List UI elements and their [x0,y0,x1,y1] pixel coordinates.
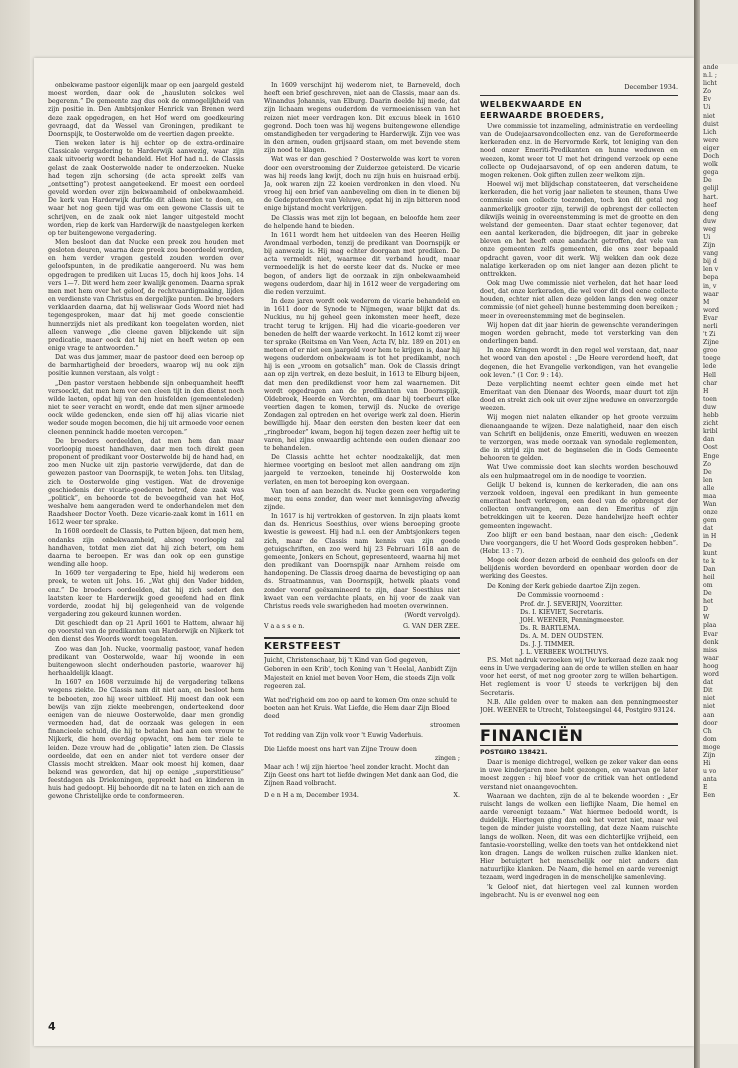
adjacent-line-fragment: Een [703,792,716,800]
paragraph: De Koning der Kerk gebiede daartoe Zijn zegen. [487,582,641,590]
paragraph: Waaraan we dachten, zijn de al te bekende woorden : „Er ruischt langs de wolken een lieflijke Naam, Die hemel en aarde vereenigt tezaam.” Wat hiermee bedoeld wordt, is duidelijk. Hiertegen ging dan ook het verzet niet, maar wel tegen de minder juiste voorstelling, dat deze Naam ruischte langs de wolken. Neen, dit was een dichterlijke vrijheid, een fantasie-voorstelling, welke den toets van het ontdekkend niet kon dragen. Langs de wolken ruischen zulke klanken niet. Hier betuigtert het menschelijk oor niet anders dan natuurlijke klanken. De Naam, die hemel en aarde vereenigt tezaam, werd ingedragen in de menschelijke samenleving. [480,792,678,882]
committee-member: Ds. J. J. TIMMER. [520,640,575,648]
paragraph: In 1617 is hij vertrokken of gestorven. In zijn plaats komt dan ds. Henricus Soesthius, over wiens beroeping groote kwestie is geweest. Hij had n.l. een der Ambtsjonkers tegen zich, maar de Classis nam kennis van zijn goede getuigschriften, en zoo werd hij 23 Februari 1618 aan de gemeente, Jonkers en Schout, gepresenteerd, waarna hij met den predikant van Doornspijk naar Arnhem reisde om handopening. De Classis droeg daarna de bevestiging op aan ds. Straatmannus, van Doornspijk, hetwelk plaats vond zonder vooraf geëxamineerd te zijn, daar Soesthius niet kwaet van een verdachte plaats, en hij voor de zaak van Christus reeds vele swarigheden had moeten overwinnen. [264,513,460,610]
adjacent-line-fragment: waar [703,654,719,662]
poem-line: Geboren in een Krib', toch Koning van 't Heelal, Aanbidt Zijn Majesteit en kniel met beven Voor Hem, die steeds Zijn volk regeeren zal. [264,666,458,690]
adjacent-line-fragment: anta [703,776,717,784]
adjacent-line-fragment: word [703,671,719,679]
adjacent-line-fragment: Evar [703,314,718,322]
adjacent-line-fragment: M [703,298,710,306]
paragraph: Daar is menige dichtregel, welken ge zeker vaker dan eens in uwe kinderjaren mee hebt gezongen, en waarvan ge later moest zeggen : hij bleef voor de critiek van het ontledend verstand niet onaangevochten. [480,759,678,791]
adjacent-line-fragment: duw [703,403,717,411]
paragraph: Tien weken later is hij echter op de extra-ordinaire Classicale vergadering te Harderwijk aanwezig, waar zijn zaak uitvoerig wordt behandeld. Het Hof had n.l. de Classis gelast de zaak Oosterwolde nader te onderzoeken. Nueke had tegen zijn schorsing (de acta spreekt zelfs van „ontsetting”) protest aangeteekend. Er moest een oordeel geveld worden over zijn bekwaamheid of onbekwaamheid. De kerk van Harderwijk durfde dit alleen niet te doen, en waar het nog geen tijd was om een gewone Classis uit te schrijven, en de zaak ook niet langer uitgesteld mocht worden, riep de kerk van Harderwijk de naastgelegen kerken op ter buitengewone vergadering. [48,140,244,237]
adjacent-line-fragment: Dit [703,687,713,695]
adjacent-line-fragment: De [703,177,712,185]
paragraph: In 1608 oordeelt de Classis, te Putten bijeen, dat men hem, ondanks zijn onbekwaamheid, alsnog voorloopig zal handhaven, totdat men ziet dat hij zich betert, om hem daarna te beroepen. Er was dan ook op een gunstige wending alle hoop. [48,528,244,569]
adjacent-line-fragment: toege [703,355,721,363]
signature-name: G. VAN DER ZEE. [403,623,460,631]
letter-body [480,123,678,591]
adjacent-page-text [700,64,738,801]
adjacent-line-fragment: waar [703,290,719,298]
adjacent-line-fragment: n.l. ; [703,72,717,80]
paragraph: Uwe commissie tot inzameling, administratie en verdeeling van de Oudejaarsavondcollecten enz. van de Gereformeerde kerkeraden enz. in de Hervormde Kerk, tot leniging van den nood onzer Emeriti-Predikanten en hunne weduwen en weezen, komt weer tot U met het dringend verzoek op eene collecte op Oudejaarsavond, of op een anderen datum, te mogen rekenen. Ook giften zullen zeer welkom zijn. [480,123,678,179]
letter-heading-line2: EERWAARDE BROEDERS, [480,110,605,120]
adjacent-line-fragment: dat [703,679,714,687]
adjacent-line-fragment: gega [703,169,719,177]
adjacent-line-fragment: duw [703,217,717,225]
paragraph: In onze Kringen wordt in den regel wel verstaan, dat, naar het woord van den apostel : „De Heere verordend heeft, dat degenen, die het Evangelie verkondigen, van het evangelie ook leven.” (1 Cor. 9 : 14). [480,347,678,379]
adjacent-line-fragment: alle [703,484,715,492]
adjacent-line-fragment: len [703,476,713,484]
adjacent-line-fragment: hebb [703,412,719,420]
adjacent-line-fragment: niet [703,695,716,703]
committee-intro: De Commissie voornoemd : [517,591,604,599]
committee-member: Ds. I. KIEVIET, Secretaris. [520,608,604,616]
adjacent-line-fragment: om [703,582,713,589]
adjacent-line-fragment: hart. [703,193,719,201]
paragraph: In 1611 wordt hem het uitdeelen van des Heeren Heilig Avondmaal verboden, tenzij de predikant van Doornspijk er bij aanwezig is. Hij mag echter doorgaan met prediken. De acta vermeldt niet, waarmee dit verband houdt, maar vermoedelijk is het de eerste keer dat ds. Nucke er mee begon, of anders ligt de oorzaak in zijn onbekwaamheid wegens ouderdom, daar hij in 1612 weer de vergadering om die reden verzuimt. [264,231,460,296]
committee-member: JOH. WEENER, Penningmeester. [520,616,625,624]
adjacent-line-fragment: kunt [703,549,718,557]
date-line: December 1934. [624,83,678,91]
poem-line [264,741,460,745]
adjacent-line-fragment: maa [703,492,717,500]
adjacent-line-fragment: nerli [703,323,718,330]
postscript: P.S. Met nadruk verzoeken wij Uw kerkeraad deze zaak nog eens in Uwe vergadering aan de orde te willen stellen en haar voor het eerst, of met nog grooter zorg te willen behartigen. Het reglement is voor U steeds te verkrijgen bij den Secretaris. [480,656,678,697]
adjacent-line-fragment: niet [703,703,716,711]
adjacent-line-fragment: door [703,719,718,727]
adjacent-line-fragment: gelijl [703,185,719,193]
adjacent-line-fragment: hoog [703,662,719,670]
adjacent-line-fragment: dat [703,525,714,533]
letter-heading-line1: WELBEKWAARDE EN [480,99,583,109]
adjacent-line-fragment: Hell [703,371,717,379]
adjacent-line-fragment: niet [703,112,716,120]
article-signature [264,623,460,631]
adjacent-line-fragment: char [703,379,718,387]
adjacent-line-fragment: onze [703,509,718,517]
adjacent-line-fragment: zicht [703,420,719,428]
adjacent-line-fragment: toen [703,395,717,403]
adjacent-line-fragment: gem [703,517,717,525]
adjacent-line-fragment: miss [703,646,718,654]
paragraph: Wat was er dan geschied ? Oosterwolde was kort te voren door een overstrooming der Zuiderzee geteisterd. De vicarie was hij reeds lang kwijt, doch nu zijn huis en huisraad erbij. Ja, ook waren zijn 22 koeien verdronken in den vloed. Nu vroeg hij een brief van aanbeveling om dien in te dienen bij de Gedeputeerden van Veluwe, opdat hij in zijn bitteren nood enige bijstand mocht verkrijgen. [264,156,460,213]
poem-line: stroomen [430,722,460,730]
adjacent-line-fragment: groo [703,347,718,355]
paragraph: De Classis was met zijn lot begaan, en beloofde hem zeer de helpende hand te bieden. [264,214,460,230]
paragraph: Ook mag Uwe commissie niet verhelen, dat het haar leed doet, dat onze kerkeraden, die wel voor dit doel eene collecte houden, echter niet allen deze gelden langs den weg onzer commissie (of niet geheel) hunne bestemming doen bereiken ; meer in overeenstemming met de beginselen. [480,279,678,320]
adjacent-line-fragment: u vo [703,768,717,776]
poem-line: Juicht, Christenschaar, bij 't Kind van God gegeven, [264,657,428,665]
adjacent-line-fragment: in H [703,533,717,541]
column-3 [480,82,678,1012]
adjacent-line-fragment: Ui [703,104,711,112]
adjacent-line-fragment: De [703,468,712,476]
paragraph: Van toen af aan bezocht ds. Nucke geen een vergadering meer, nu eens zonder, dan weer met kennisgeving afwezig zijnde. [264,487,460,511]
adjacent-line-fragment: Ch [703,727,712,735]
nota-bene: N.B. Alle gelden over te maken aan den penningmeester JOH. WEENER te Utrecht, Tolsteegsingel 44, Postgiro 93124. [480,698,678,714]
column-2 [264,82,460,1012]
page-number: 4 [48,1020,56,1033]
paragraph: Moge ook door dezen arbeid de eenheid des geloofs en der belijdenis worden bevorderd en openbaar worden door de werking des Geestes. [480,557,678,581]
adjacent-line-fragment: Lich [703,128,717,136]
committee-member: Ds. A. M. DEN OUDSTEN. [520,632,604,640]
adjacent-line-fragment: in, v [703,282,717,290]
financien-body [480,759,678,900]
adjacent-line-fragment: heef [703,201,717,209]
paragraph: onbekwame pastoor eigenlijk maar op een jaargeld gesteld moest worden, daar ook de „hausluten solckes wel begerenn.” De gemeente zag dus ook de onmogelijkheid van zijn positie in. Den Ambtsjonker Henrick van Brenen werd deze zaak opgedragen, en het Hof werd om goedkeuring gevraagd, dat da Wessel van Groningen, predikant te Doornspijk, te Oosterwolde om de veertien dagen preekte. [48,82,244,138]
poem-line: Die Liefde moest ons hart van Zijne Trouw doen [264,745,417,753]
adjacent-line-fragment: Zo [703,460,712,468]
column-1 [48,82,244,1012]
poem-line: Maar ach ! wij zijn hiertoe 'heel zonder kracht. Mocht dan Zijn Geest ons hart tot liefde dwingen Met dank aan God, die Zijnen Raad volbracht. [264,764,459,788]
committee-list [520,601,678,657]
poem-signature-place: D e n H a m, December 1934. [264,791,359,799]
adjacent-line-fragment: E [703,784,708,792]
paragraph: De broeders oordeelden, dat men hem dan maar voorloopig moest handhaven, daar men toch direkt geen proponent of predikant voor Oosterwolde bij de hand had, en zoo men Nucke uit zijn pastorie verwijderde, dat dan de gewezen pastoor van Doornspijk, te weten Johs. ten Uitslag, zich te Oosterwolde ging vestigen. Wat de drovenige geschiedenis der vicarie-goederen betrof, deze zaak was „politick”, en behoorde tot de bevoegdheid van het Hof, weshalve hem aangeraden werd te onderhandelen met den Raadsheer Doctor Voeth. Deze vicarie-zaak komt in 1611 en 1612 weer ter sprake. [48,437,244,527]
adjacent-line-fragment: dom [703,735,717,743]
committee-member: Ds. R. BARTLEMA. [520,624,581,632]
adjacent-line-fragment: duist [703,120,719,128]
paragraph: Wij mogen niet nalaten elkander op het groote verzuim dienaangaande te wijzen. Deze nalatigheid, naar den eisch van Schrift en belijdenis, onze Emeriti, weduwen en weezen te verzorgen, was mede oorzaak van synodale reglementen, die in strijd zijn met de beginselen die in Gods Gemeente behooren te gelden. [480,414,678,463]
adjacent-line-fragment: D [703,606,708,614]
poem-signature-name: X. [453,791,460,799]
paragraph: Deze verplichting neemt echter geen einde met het Emeritaat van den Dienaar des Woords, maar duurt tot zijn dood en strekt zich ook uit over zijne weduwe en onverzorgde weezen. [480,380,678,413]
kerstfeest-heading: KERSTFEEST [264,637,460,654]
kerstfeest-poem [264,657,460,788]
paragraph: Men besloot dan dat Nucke een preek zou houden met gesloten deuren, waarna deze preek zou beoordeeld worden, en hem verder vragen gesteld zouden worden over geloofspunten, in de predikatie aangeroerd. Nu was hem opgedragen te prediken uit Lucas 15, doch hij koos Johs. 14 vers 1—7. Dit werd hem zeer kwalijk genomen. Daarna sprak men met hem over het geloof, de rechtvaardigmaking, lijden en verdienste van Christus en dergelijke punten. De broeders verklaarden daarna, dat hij weliswaar Gods Woord niet had tegengesproken, maar dat hij met goede conscientie hunnerzijds niet als predikant kon toegelaten worden, niet alleen vanwege „die cleene gaven blijckende uit sijn predicatie, maer oock dat hij niet en heeft weten op een enige vrage te antwoorden.” [48,238,244,352]
adjacent-line-fragment: eiger [703,144,720,152]
adjacent-line-fragment: vang [703,250,719,258]
paragraph: „Den pastor verstaen hebbende sijn onbequamheit heefft versoeckt, dat men hem vor een cleen tijt in den dienst noch wilde laeten, opdat hij van den huisfelden (gemeenteleden) niet te seer veracht en wordt, ende dat men sijner armoede oock wilde gedencken, ende sien off hij alias vicarie niet weder soude mogen becomen, die hij uit armoede voor eenen cleenen penninck hadde moeten vercopen.” [48,379,244,436]
adjacent-line-fragment: 't Zi [703,331,716,339]
adjacent-line-fragment: moge [703,743,721,751]
poem-signature [264,792,460,800]
poem-line: Tot redding van Zijn volk voor 't Euwig Vaderhuis. [264,731,424,739]
paragraph: In deze jaren wordt ook wederom de vicarie behandeld en in 1611 door de Synode te Nijmegen, waar blijkt dat ds. Nuckius, nu hij geheel geen inkomsten meer heeft, deze tracht terug te krijgen. Hij had die vicarie-goederen ver beneden de helft der waarde verkocht. In 1612 komt zij weer ter sprake (Reitsma en Van Veen, Acta IV, blz. 189 en 201) en meteen of er niet een jaargeld voor hem te krijgen is, daar hij wegens ouderdom onbekwaam is tot het predikambt, noch hij is een „vroom en gotsalich” man. Ook de Classis dringt aan op zijn vertrek, en deze besluit, in 1613 te Elburg bijeen, dat men den predikdienst voor hem zal waarnemen. Dit wordt opgedragen aan de predikanten van Doornspijk, Oldebroek, Heerde en Vorchten, om daar bij toerbeurt elke veertien dagen te komen, terwijl ds. Nucke de overige Zondagen zal optreden en het overige werk zal doen. Hierin bewilligde hij. Maar den eersten den besten keer dat een „ringbroeder” kwam, begon hij tegen dezen zeer heftig uit te varen, hei zijns onwaardig achtende een ouden dienaar zoo te behandelen. [264,298,460,452]
adjacent-line-fragment: ande [703,64,719,71]
article-body-continued [48,82,244,802]
adjacent-line-fragment: wolk [703,161,718,169]
adjacent-line-fragment: Zijn [703,242,716,250]
continued-note: (Wordt vervolgd). [404,612,460,619]
paragraph: Gelijk U bekend is, kunnen de kerkeraden, die aan ons verzoek voldoen, ingeval een predikant in hun gemeente emeritaat heeft verkregen, een deel van de opbrengst der collecten ontvangen, om aan den Emeritus of zijn betrekkingen uit te keeren. Deze handelwijze heeft echter gemeenten ingewacht. [480,481,678,530]
adjacent-line-fragment: bij d [703,258,717,266]
adjacent-line-fragment: Oost [703,444,718,452]
adjacent-line-fragment: word [703,306,719,314]
adjacent-line-fragment: len v [703,266,719,274]
adjacent-line-fragment: W [703,614,710,622]
heading-rule [480,95,678,96]
adjacent-line-fragment: Zo [703,88,712,96]
newspaper-page [34,58,694,1046]
paragraph: Wat Uwe commissie doet kan slechts worden beschouwd als een hulpmaatregel om in de noodige te voorzien. [480,464,678,480]
adjacent-line-fragment: Dan [703,565,716,573]
backdrop-left [0,0,30,1068]
financien-heading: FINANCIËN [480,723,678,746]
adjacent-line-fragment: deng [703,209,719,217]
paragraph: Dat was dus jammer, maar de pastoor deed een beroep op de barmhartigheid der broeders, waarop wij nu ook zijn positie kunnen verstaan, als volgt : [48,354,244,378]
adjacent-line-fragment: heil [703,573,715,581]
committee-member: Prof. dr. J. SEVERIJN, Voorzitter. [520,600,623,608]
paragraph: Zoo was dan Joh. Nucke, voormalig pastoor, vanaf heden predikant van Oosterwolde, waar hij woonde in een buitengewoon slecht onderhouden pastorie, waarover hij herhaaldelijk klaagt. [48,645,244,678]
paragraph: Zoo blijft er een band bestaan, naar den eisch: „Gedenk Uwe voorgangers, die U het Woord Gods gesproken hebben”. (Hebr. 13 : 7). [480,531,678,555]
adjacent-line-fragment: denk [703,638,719,646]
adjacent-line-fragment: Hi [703,760,711,768]
poem-line: Wat ned'righeid om zoo op aard te komen Om onze schuld te boeten aan het Kruis. Wat Liefde, die Hem daar Zijn Bloed deed [264,696,458,721]
adjacent-line-fragment: Enge [703,452,720,460]
signature-place: V a a s s e n. [264,623,305,631]
paragraph: In 1609 verschijnt hij wederom niet, te Barneveld, doch heeft een brief geschreven, niet aan de Classis, maar aan ds. Winandus Johannis, van Elburg. Daarin deelde hij mede, dat zijn lichaam wegens ouderdom de vermoeienissen van het reizen niet meer verdragen kon. Dit excuus bleek in 1610 gegrond. Doch toen was hij wegens buitengewone ellendige omstandigheden ter vergadering te Harderwijk. Zijn vee was in den armen, ouden grijsaard staan, om met bevende stem zijn nood te klagen. [264,82,460,155]
adjacent-line-fragment: Evar [703,630,718,638]
adjacent-line-fragment: dan [703,436,715,444]
article-body-continued-2 [264,82,460,611]
adjacent-line-fragment: bepa [703,274,719,282]
adjacent-line-fragment: licht [703,80,717,88]
paragraph: In 1609 ter vergadering te Epe, hield hij wederom een preek, te weten uit Johs. 16. „Wat ghij den Vader bidden, enz.” De broeders oordeelden, dat hij zich sedert den laatsten keer te Harderwijk goed geoefend had en flink vorderde, zoodat hij bij gelegenheid van de volgende vergadering zou gekeurd kunnen worden. [48,570,244,618]
adjacent-line-fragment: Ui [703,233,711,241]
paragraph: 'k Geloof niet, dat hiertegen veel zal kunnen worden ingebracht. Nu is er evenwel nog een [480,883,678,899]
adjacent-line-fragment: weg [703,225,716,233]
adjacent-line-fragment: Zijn [703,751,716,759]
adjacent-page-edge [700,64,738,1044]
adjacent-line-fragment: lede [703,363,717,371]
paragraph: Dit geschiedt dan op 21 April 1601 te Hattem, alwaar hij op voorstel van de predikanten van Harderwijk en Nijkerk tot den dienst des Woords wordt toegelaten. [48,620,244,644]
adjacent-line-fragment: Wan [703,501,717,509]
adjacent-line-fragment: het [703,598,714,606]
committee-member: J. L. VERBEEK WOLTHUYS. [520,648,609,656]
adjacent-line-fragment: Doch [703,153,720,161]
adjacent-line-fragment: Ev [703,96,712,104]
paragraph: Wij hopen dat dit jaar hierin de gewenschte veranderingen mogen worden gebracht, mede tot versterking van den onderlingen band. [480,321,678,346]
paragraph: De Classis achtte het echter noodzakelijk, dat men hiermee voortging en besloot met allen aandrang om zijn jaargeld te verzoeken, teneinde hij Oosterwolde kon verlaten, en men tot beroeping kon overgaan. [264,454,460,486]
adjacent-line-fragment: te k [703,557,715,565]
paragraph: Hoewel wij met blijdschap constateeren, dat verscheidene kerkeraden, die het vorig jaar nalieten te steunen, thans Uwe commissie een collecte toezonden, toch kon dit getal nog aanmerkelijk grooter zijn, terwijl de opbrengst der collecten dikwijls weinig in overeenstemming is met de grootte en den welstand der gemeenten. Daar staat echter tegenover, dat een aantal kerkeraden, die bijdroegen, dit jaar in gebreke bleven en het heeft onze aandacht getroffen, dat vele van onze gemeenten zelfs gemeenten, die ons zeer bepaald opdracht gaven, voor dit werk. Wij wekken dan ook deze nalatige kerkeraden op om niet langer aan dezen plicht te onttrekken. [480,181,678,278]
paragraph: In 1607 en 1608 verzuimde hij de vergadering telkens wegens ziekte. De Classis nam dit niet aan, en besloot hem te beboeten, zoo hij weer uitbleef. Hij moest dan ook een bewijs van zijn ziekte meebrengen, onderteekend door eenigen van de nieuwe Oosterwolde, daar men grondig vermoeden had, dat de oorzaak was gelegen in een financieele schuld, die hij te betalen had aan een vrouw te Nijkerk, die hem overdag opwacht, om hem ter ziele te leiden. Deze vrouw had de „obligatie” laten zien. De Classis oordeelde, dat een en ander niet tot verdere onser der Classis mocht strekken. Maar ook moest hij komen, daar bekend was geworden, dat hij op eenige „superstitieuse” feestdagen als Driekoningen, gepreekt had en kinderen in huis had gedoopt. Hij behoorde dit na te laten en zich aan de gewone Christelijke orde te conformeeren. [48,679,244,801]
adjacent-line-fragment: H [703,387,709,395]
postgiro-line: POSTGIRO 138421. [480,749,548,756]
adjacent-line-fragment: Zijne [703,339,719,347]
adjacent-line-fragment: De [703,541,712,549]
adjacent-line-fragment: De [703,590,712,598]
adjacent-line-fragment: plaa [703,622,717,630]
poem-line [264,692,460,696]
adjacent-line-fragment: aan [703,711,715,719]
adjacent-line-fragment: were [703,136,719,144]
adjacent-line-fragment: kribl [703,428,718,436]
poem-line: zingen ; [434,754,460,762]
